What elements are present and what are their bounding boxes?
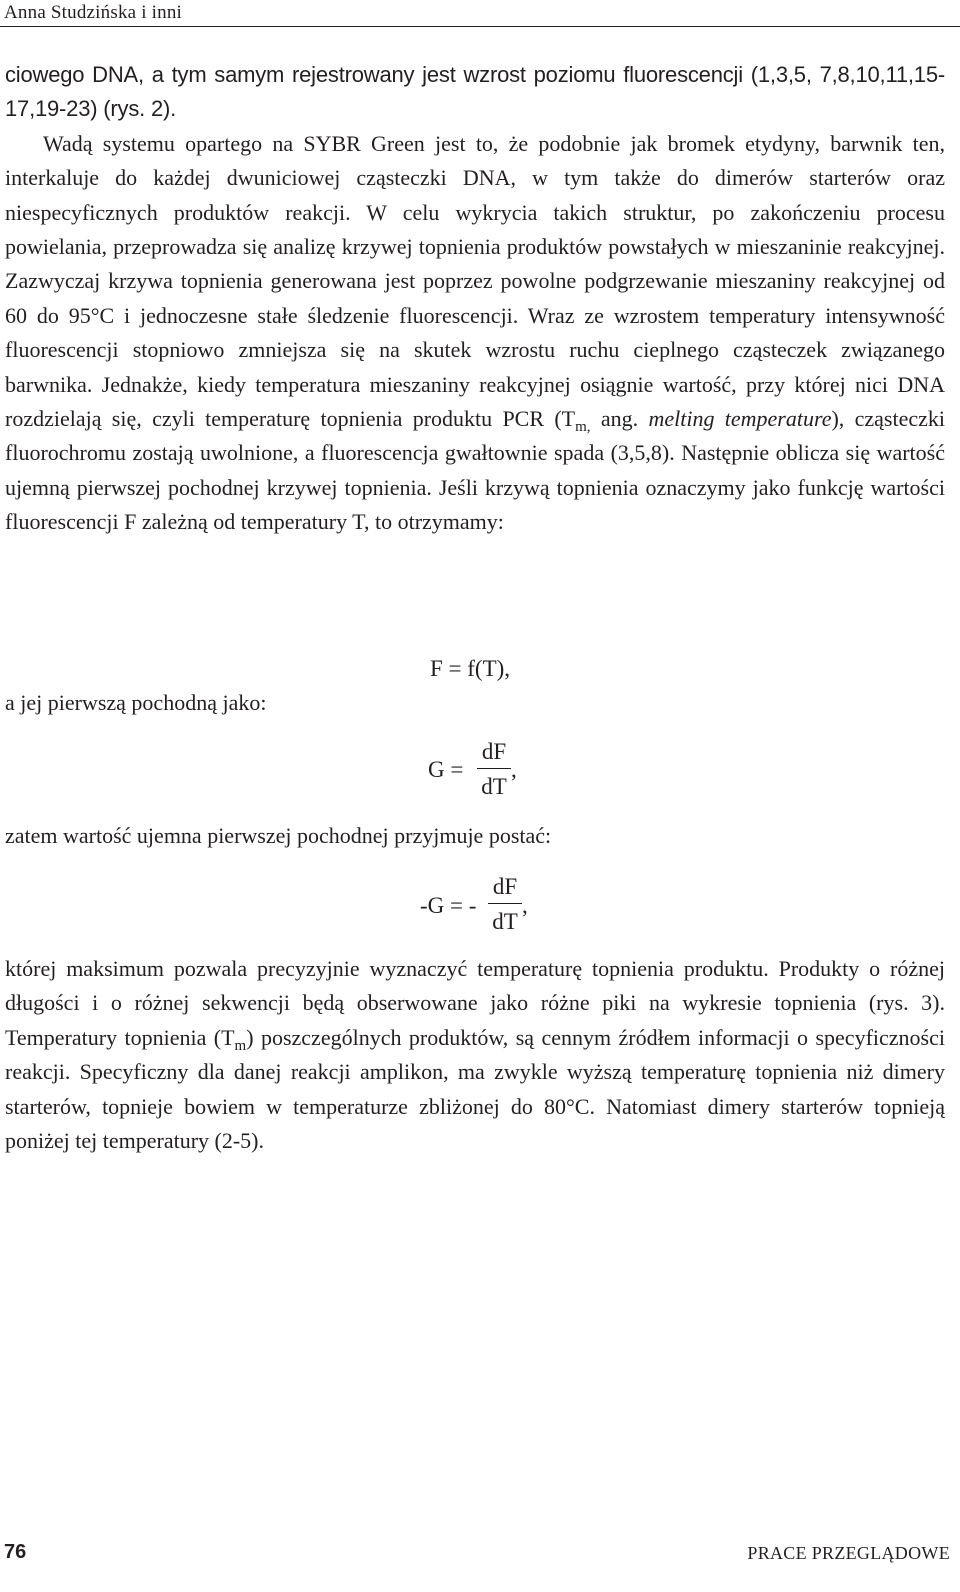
equation-neg-g-fraction <box>488 873 522 936</box>
paragraph-sybr-green <box>5 127 945 540</box>
italic-term: melting temperature <box>648 406 832 432</box>
line-negative-derivative <box>5 819 945 853</box>
paragraph-sybr-green-part3: ), cząsteczki fluorochromu zostają uwolnione, a fluorescencja gwałtownie spada (3,5,8). Następnie oblicza się wartość ujemną pierwszej pochodnej krzywej topnienia. Jeśli krzywą topnienia oznaczymy jako funkcję wartości fluorescencji F zależną od temperatury T, to otrzymamy: <box>5 406 946 535</box>
equation-neg-g-denominator: dT <box>492 909 518 934</box>
paragraph-continuation: ciowego DNA, a tym samym rejestrowany jest wzrost poziomu fluorescencji (1,3,5, 7,8,10,11,15-17,19-23) (rys. 2). <box>5 62 945 122</box>
paragraph-melting-peaks-part2: ) poszczególnych produktów, są cennym źródłem informacji o specyficzności reakcji. Specyficzny dla danej reakcji amplikon, ma zwykle wyższą temperaturę topnienia niż dimery starterów, topnieje bowiem w temperaturze zbliżonej do 80°C. Natomiast dimery starterów topnieją poniżej tej temperatury (2-5). <box>5 1024 945 1154</box>
page-number: 76 <box>4 1541 27 1563</box>
equation-g-lhs: G = <box>428 757 464 782</box>
equation-neg-g-comma: , <box>522 893 528 918</box>
line-first-derivative <box>5 686 945 720</box>
equation-g-numerator: dF <box>481 739 507 764</box>
equation-neg-g-numerator: dF <box>492 874 518 899</box>
equation-g-comma: , <box>511 757 517 782</box>
text-first-derivative: a jej pierwszą pochodną jako: <box>5 690 267 715</box>
equation-g-fraction-bar <box>477 768 511 769</box>
section-label: PRACE PRZEGLĄDOWE <box>747 1543 950 1563</box>
running-head: Anna Studzińska i inni <box>4 2 183 23</box>
equation-neg-g-fraction-bar <box>488 903 522 904</box>
equation-neg-g-lhs: -G = - <box>420 893 477 918</box>
main-text-bottom <box>5 952 945 1158</box>
text-negative-derivative: zatem wartość ujemna pierwszej pochodnej przyjmuje postać: <box>5 823 552 848</box>
equation-f-of-t: F = f(T), <box>430 656 511 681</box>
paragraph-melting-peaks-part1: której maksimum pozwala precyzyjnie wyznaczyć temperaturę topnienia produktu. Produkty o różnej długości i o różnej sekwencji będą obserwowane jako różne piki na wykresie topnienia (rys. 3). Temperatury topnienia (T <box>5 956 945 1050</box>
subscript-tm: m, <box>575 419 591 436</box>
equation-g-fraction <box>477 738 511 801</box>
main-text-top <box>5 58 945 540</box>
paragraph-sybr-green-part2: ang. <box>590 406 649 432</box>
header-rule <box>0 26 960 27</box>
equation-g-denominator: dT <box>481 774 507 799</box>
subscript-m: m <box>234 1037 247 1054</box>
paragraph-melting-peaks <box>5 952 945 1158</box>
paragraph-sybr-green-part1: Wadą systemu opartego na SYBR Green jest to, że podobnie jak bromek etydyny, barwnik ten, interkaluje do każdej dwuniciowej cząsteczki DNA, w tym także do dimerów starterów oraz niespecyficznych produktów reakcji. W celu wykrycia takich struktur, po zakończeniu procesu powielania, przeprowadza się analizę krzywej topnienia produktów powstałych w mieszaninie reakcyjnej. Zazwyczaj krzywa topnienia generowana jest poprzez powolne podgrzewanie mieszaniny reakcyjnej od 60 do 95°C i jednoczesne stałe śledzenie fluorescencji. Wraz ze wzrostem temperatury intensywność fluorescencji stopniowo zmniejsza się na skutek wzrostu ruchu cieplnego cząsteczek związanego barwnika. Jednakże, kiedy temperatura mieszaniny reakcyjnej osiągnie wartość, przy której nici DNA rozdzielają się, czyli temperaturę topnienia produktu PCR (T <box>5 130 945 432</box>
